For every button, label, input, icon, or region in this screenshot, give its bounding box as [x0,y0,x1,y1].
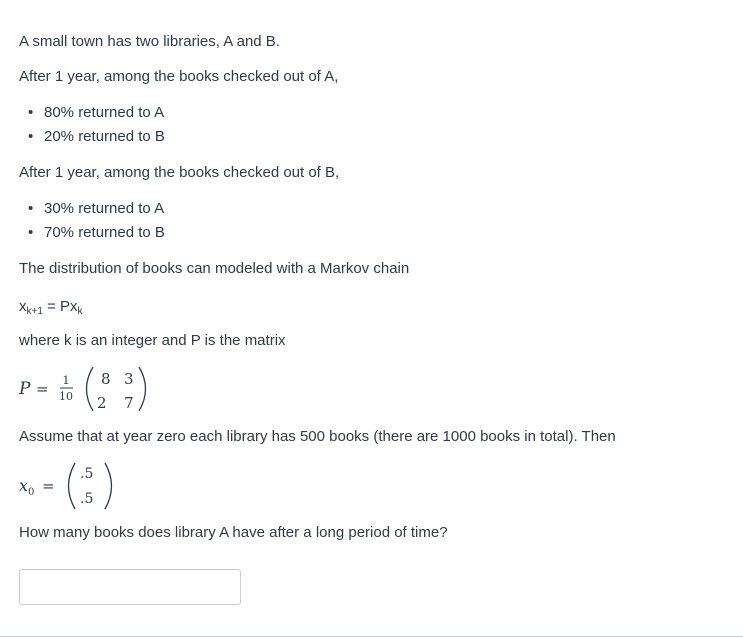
recurrence-equation: $x_{k+1} = Px_k$ [19,298,83,317]
assume-sentence: Assume that at year zero each library has 500 books (there are 1000 books in total). Then [19,428,616,445]
fraction-denominator: 10 [59,390,73,403]
matrix-entry: 3 [124,370,134,388]
vector-entry: .5 [80,466,94,482]
bottom-divider [0,636,743,637]
markov-sentence: The distribution of books can modeled with a Markov chain [19,260,410,277]
matrix-entry: 7 [124,394,134,412]
equals-sign: = [42,477,55,495]
where-sentence: where k is an integer and P is the matrix [19,332,286,349]
fraction-numerator: 1 [62,374,70,387]
right-paren [139,367,146,411]
matrix-symbol: P [19,379,31,399]
vector-entry: .5 [80,491,94,507]
matrix-entry: 8 [101,370,111,388]
vector-symbol: x [19,476,29,495]
section-a-heading: After 1 year, among the books checked out of A, [19,68,339,85]
answer-input[interactable] [19,569,241,605]
list-item: • 80% returned to A [28,104,165,121]
left-paren [69,463,76,509]
right-paren [105,463,112,509]
intro-text: A small town has two libraries, A and B. [19,33,280,50]
equals-sign: = [36,380,49,398]
vector-subscript: 0 [28,487,35,498]
matrix-p-equation [17,362,157,416]
x0-vector-equation [17,458,127,514]
list-item: • 30% returned to A [28,200,165,217]
section-b-heading: After 1 year, among the books checked out of B, [19,164,340,181]
list-item: • 70% returned to B [28,224,165,241]
matrix-entry: 2 [97,394,107,412]
left-paren [87,367,94,411]
question-text: How many books does library A have after a long period of time? [19,524,448,541]
list-item: • 20% returned to B [28,128,165,145]
